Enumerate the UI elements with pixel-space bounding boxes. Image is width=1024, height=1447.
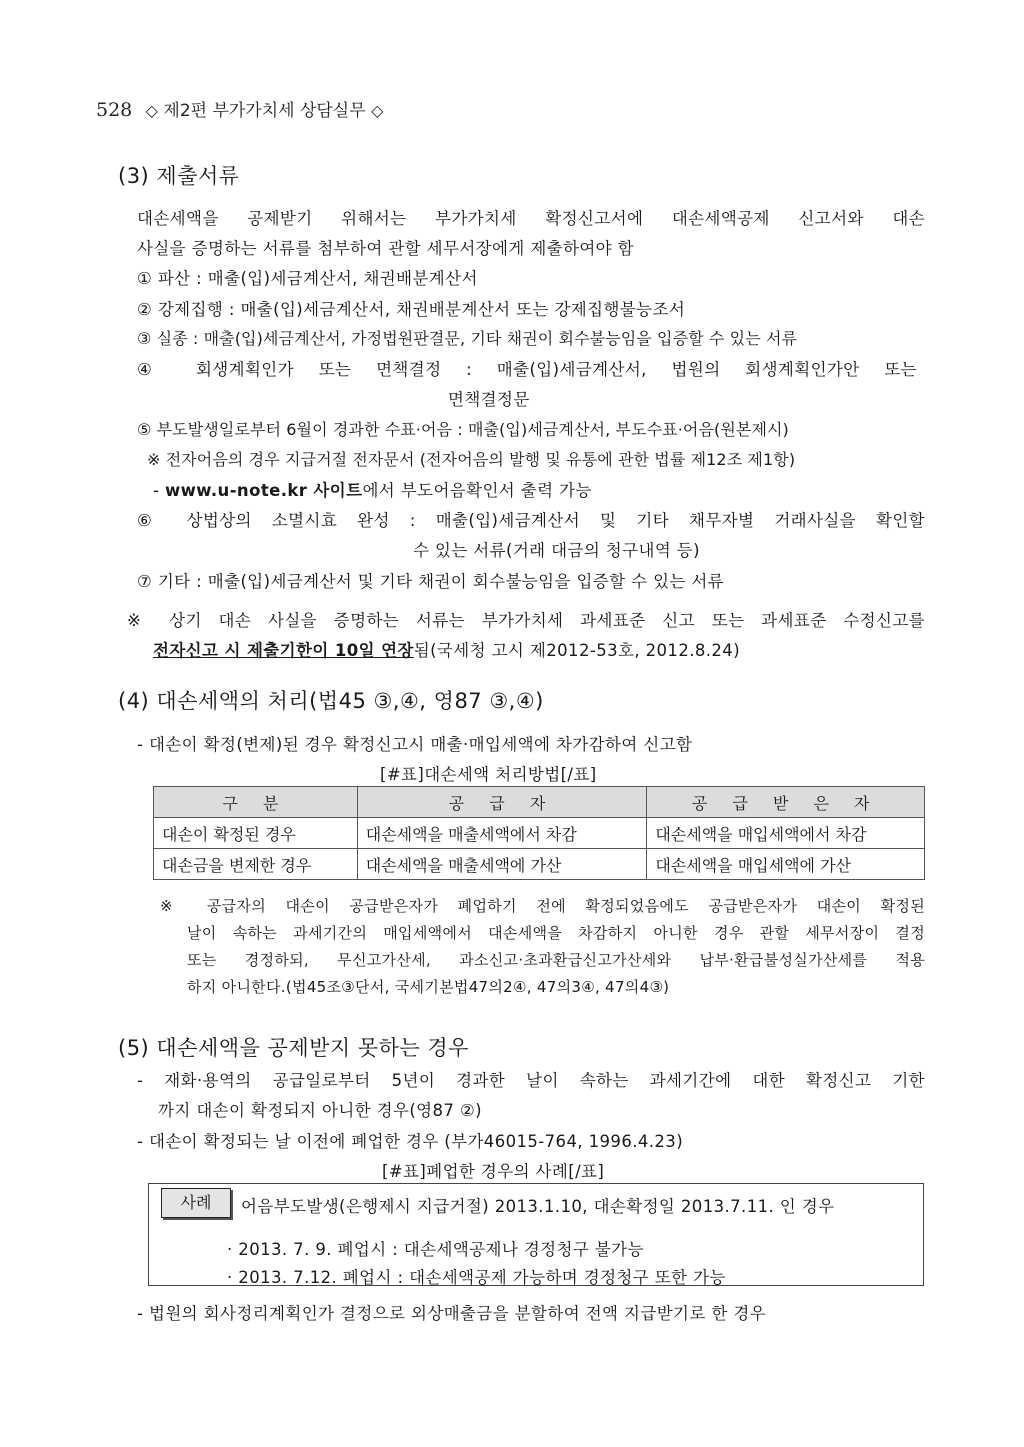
table-row: [154, 849, 925, 880]
s4-note-line-4: 하지 아니한다.(법45조③단서, 국세기본법47의2④, 47의3④, 47의4③): [187, 978, 670, 996]
s4-line-1: - 대손이 확정(변제)된 경우 확정신고시 매출·매입세액에 차가감하여 신고함: [137, 735, 693, 754]
table-header-row: [154, 787, 925, 818]
table-header-cell: 구 분: [154, 787, 358, 818]
case-item-2: · 2013. 7.12. 폐업시 : 대손세액공제 가능하며 경정청구 또한 가능: [227, 1268, 726, 1287]
section-heading-4: (4) 대손세액의 처리(법45 ③,④, 영87 ③,④): [118, 689, 544, 713]
website-text: www.u-note.kr 사이트: [165, 481, 363, 500]
s3-item-4a: ④ 회생계획인가 또는 면책결정 : 매출(입)세금계산서, 법원의 회생계획인가안 또는: [137, 360, 917, 379]
s3-item-5-note-a: ※ 전자어음의 경우 지급거절 전자문서 (전자어음의 발행 및 유통에 관한 법률 제12조 제1항): [147, 450, 796, 469]
s3-notice-line-1: ※ 상기 대손 사실을 증명하는 서류는 부가가치세 과세표준 신고 또는 과세표준 수정신고를: [127, 611, 925, 630]
note-text: 에서 부도어음확인서 출력 가능: [362, 481, 592, 500]
s3-item-6b: 수 있는 서류(거래 대금의 청구내역 등): [413, 541, 700, 560]
notice-rest: 됨(국세청 고시 제2012-53호, 2012.8.24): [413, 641, 741, 660]
table-header-cell: 공 급 받 은 자: [647, 787, 925, 818]
s3-item-6a: ⑥ 상법상의 소멸시효 완성 : 매출(입)세금계산서 및 기타 채무자별 거래사실을 확인할: [137, 511, 925, 530]
dash: -: [153, 481, 165, 500]
section-heading-5: (5) 대손세액을 공제받지 못하는 경우: [118, 1036, 469, 1060]
s3-notice-line-2: [153, 637, 740, 661]
section-heading-3: (3) 제출서류: [118, 164, 240, 188]
diamond-left-icon: ◇: [145, 101, 158, 120]
treatment-table: [153, 786, 925, 880]
s5-line-1b: 까지 대손이 확정되지 아니한 경우(영87 ②): [158, 1101, 482, 1120]
header-title: 제2편 부가가치세 상담실무: [163, 101, 366, 121]
s4-note-line-3: 또는 경정하되, 무신고가산세, 과소신고·초과환급신고가산세와 납부·환급불성실가산세를 적용: [187, 951, 925, 969]
s4-note-line-1: ※ 공급자의 대손이 공급받은자가 폐업하기 전에 확정되었음에도 공급받은자가 대손이 확정된: [160, 897, 925, 915]
s5-line-2: - 대손이 확정되는 날 이전에 폐업한 경우 (부가46015-764, 1996.4.23): [137, 1132, 684, 1151]
underlined-text: 전자신고 시 제출기한이 10일 연장: [153, 641, 414, 660]
table-row: [154, 818, 925, 849]
s3-item-5: ⑤ 부도발생일로부터 6월이 경과한 수표·어음 : 매출(입)세금계산서, 부도수표·어음(원본제시): [137, 420, 789, 439]
page-header: [96, 96, 383, 121]
s3-item-1: ① 파산 : 매출(입)세금계산서, 채권배분계산서: [137, 269, 478, 288]
case-item-1: · 2013. 7. 9. 폐업시 : 대손세액공제나 경정청구 불가능: [227, 1240, 644, 1259]
case-box: [148, 1183, 924, 1286]
s5-line-3: - 법원의 회사정리계획인가 결정으로 외상매출금을 분할하여 전액 지급받기로 한 경우: [137, 1304, 767, 1323]
table-cell: 대손세액을 매입세액에 가산: [647, 849, 925, 880]
s3-intro-line-2: 사실을 증명하는 서류를 첨부하여 관할 세무서장에게 제출하여야 함: [137, 239, 635, 258]
s3-intro-line-1: 대손세액을 공제받기 위해서는 부가가치세 확정신고서에 대손세액공제 신고서와 대손: [137, 209, 925, 228]
s4-note-line-2: 날이 속하는 과세기간의 매입세액에서 대손세액을 차감하지 아니한 경우 관할 세무서장이 결정: [187, 924, 925, 942]
case-label: 사례: [161, 1188, 231, 1218]
s3-item-5-note-b: [153, 477, 592, 501]
case-text: 어음부도발생(은행제시 지급거절) 2013.1.10, 대손확정일 2013.7.11. 인 경우: [241, 1197, 835, 1216]
s3-item-3: ③ 실종 : 매출(입)세금계산서, 가정법원판결문, 기타 채권이 회수불능임을 입증할 수 있는 서류: [137, 329, 798, 348]
s5-table-caption: [#표]폐업한 경우의 사례[/표]: [382, 1162, 605, 1181]
s3-item-2: ② 강제집행 : 매출(입)세금계산서, 채권배분계산서 또는 강제집행불능조서: [137, 300, 686, 319]
s3-item-4b: 면책결정문: [448, 390, 530, 409]
s4-table-caption: [#표]대손세액 처리방법[/표]: [380, 765, 597, 784]
table-header-cell: 공 급 자: [357, 787, 647, 818]
table-cell: 대손금을 변제한 경우: [154, 849, 358, 880]
table-cell: 대손세액을 매출세액에 가산: [357, 849, 647, 880]
table-cell: 대손세액을 매입세액에서 차감: [647, 818, 925, 849]
s5-line-1a: - 재화·용역의 공급일로부터 5년이 경과한 날이 속하는 과세기간에 대한 확정신고 기한: [137, 1071, 925, 1090]
s3-item-7: ⑦ 기타 : 매출(입)세금계산서 및 기타 채권이 회수불능임을 입증할 수 있는 서류: [137, 572, 725, 591]
table-cell: 대손세액을 매출세액에서 차감: [357, 818, 647, 849]
page-number: 528: [96, 99, 133, 121]
table-cell: 대손이 확정된 경우: [154, 818, 358, 849]
diamond-right-icon: ◇: [371, 101, 384, 120]
